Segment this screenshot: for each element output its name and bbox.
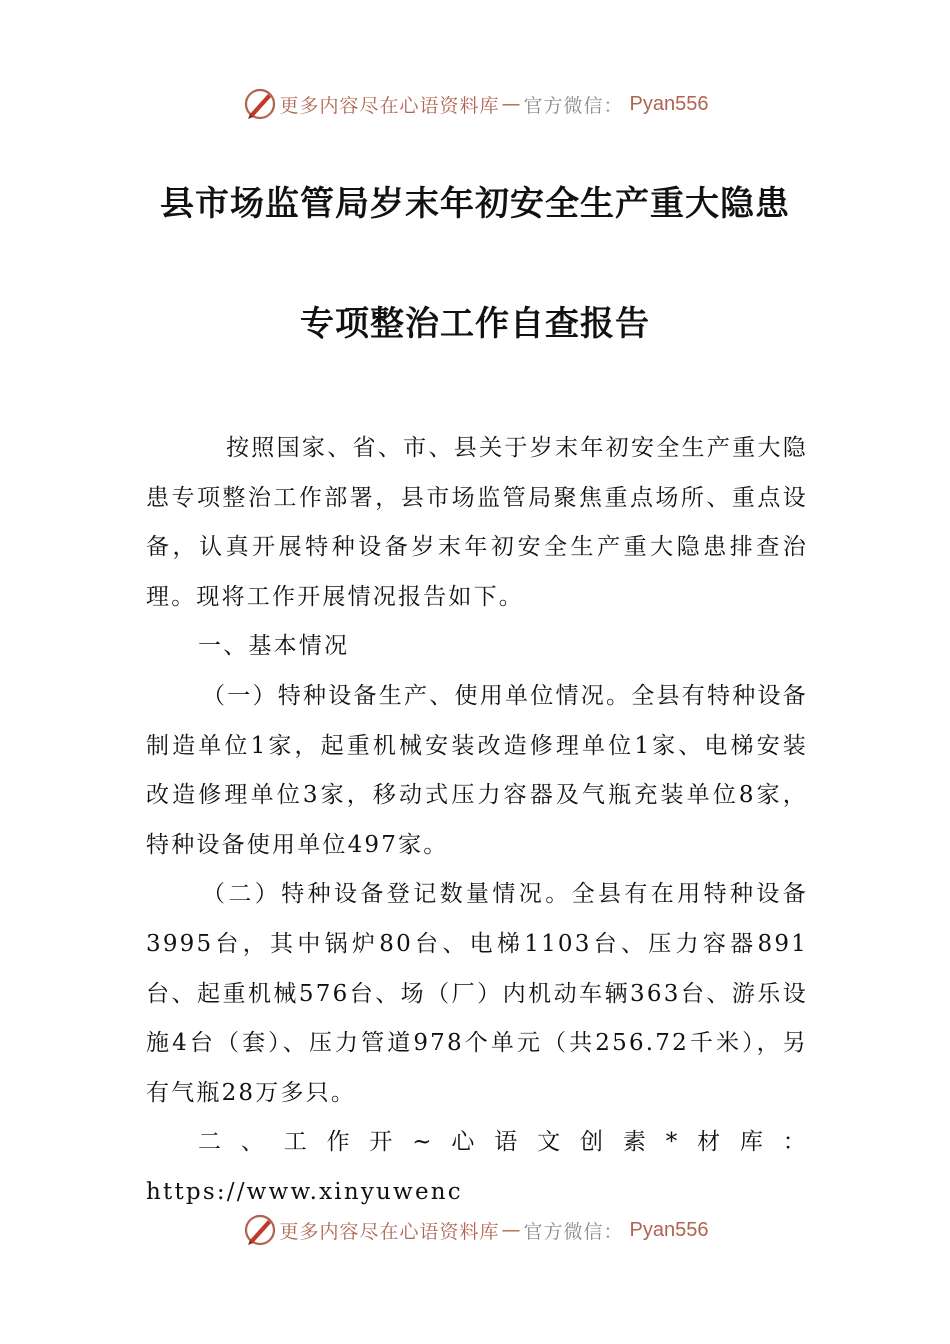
watermark-dash: —	[501, 93, 522, 115]
watermark-wechat-label: 官方微信：	[523, 1220, 624, 1243]
watermark-wechat-id: Pyan556	[629, 92, 709, 115]
section-heading-basic: 一、基本情况	[198, 633, 350, 660]
pen-quill-logo-icon	[242, 1212, 278, 1248]
document-body	[146, 424, 808, 1218]
document-title-line1: 县市场监管局岁末年初安全生产重大隐患	[160, 184, 790, 224]
watermark-wechat-id: Pyan556	[629, 1218, 709, 1241]
watermark-text: 更多内容尽在心语资料库	[279, 94, 500, 117]
watermark-banner-bottom	[0, 1210, 950, 1250]
paragraph-registration: （二）特种设备登记数量情况。全县有在用特种设备3995台，其中锅炉80台、电梯1103台、压力容器891台、起重机械576台、场（厂）内机动车辆363台、游乐设施4台（套）、压力管道978个单元（共256.72千米），另有气瓶28万多只。	[146, 881, 808, 1106]
pen-quill-logo-icon	[242, 86, 278, 122]
watermark-banner-top	[0, 84, 950, 124]
paragraph-units: （一）特种设备生产、使用单位情况。全县有特种设备制造单位1家，起重机械安装改造修理单位1家、电梯安装改造修理单位3家，移动式压力容器及气瓶充装单位8家，特种设备使用单位497家。	[146, 682, 808, 858]
paragraph-intro: 按照国家、省、市、县关于岁末年初安全生产重大隐患专项整治工作部署，县市场监管局聚焦重点场所、重点设备，认真开展特种设备岁末年初安全生产重大隐患排查治理。现将工作开展情况报告如下。	[146, 435, 808, 610]
watermark-dash: —	[501, 1219, 522, 1241]
section-heading-work: 二、工作开~心语文创素*材库：https://www.xinyuwenc	[146, 1129, 808, 1205]
watermark-wechat-label: 官方微信：	[523, 94, 624, 117]
watermark-text: 更多内容尽在心语资料库	[279, 1220, 500, 1243]
document-title-line2: 专项整治工作自查报告	[300, 304, 650, 344]
